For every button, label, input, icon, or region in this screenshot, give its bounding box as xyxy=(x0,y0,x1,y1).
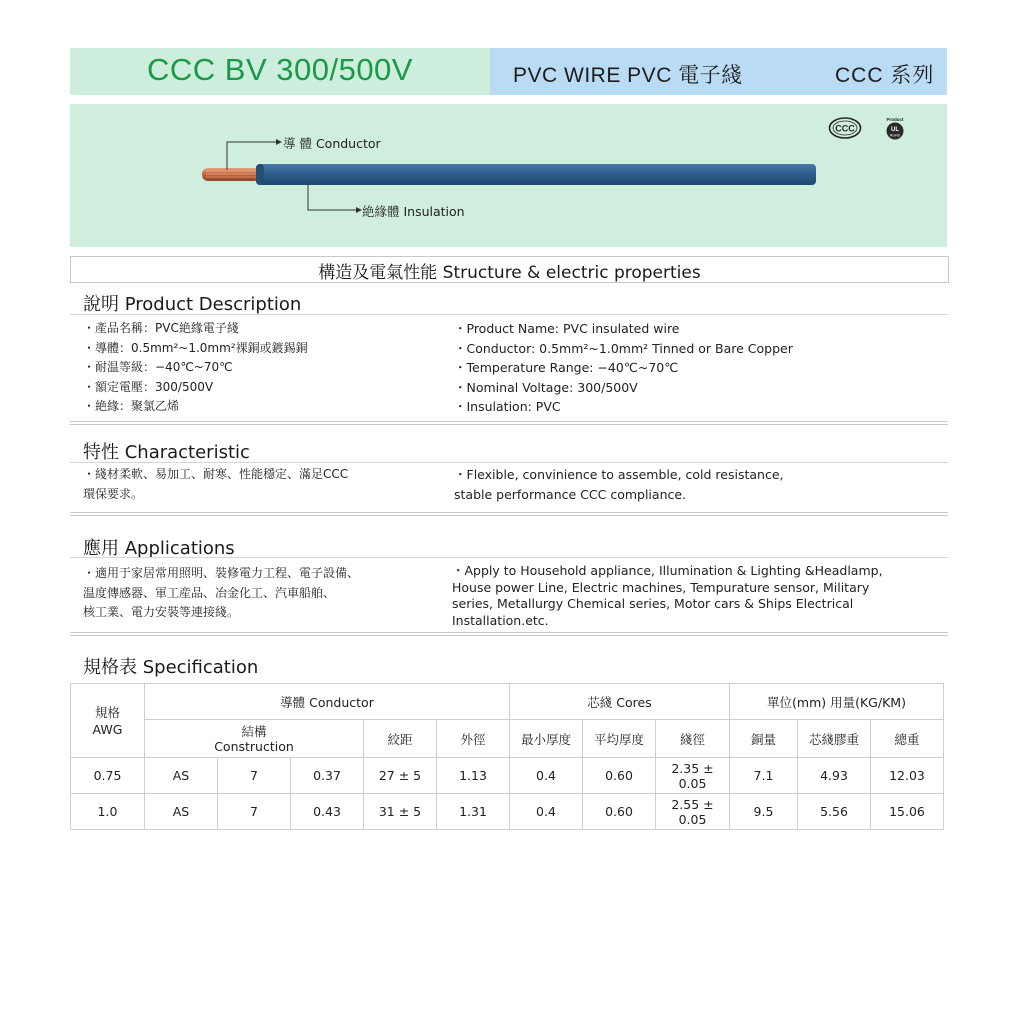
divider xyxy=(70,314,948,315)
table-cell: 0.4 xyxy=(510,758,583,794)
construction-header xyxy=(145,720,364,758)
avg-thickness-header: 平均厚度 xyxy=(583,720,656,758)
divider xyxy=(70,557,948,558)
series-label: CCC 系列 xyxy=(835,64,935,87)
table-row xyxy=(71,794,944,830)
table-cell: 0.60 xyxy=(583,758,656,794)
description-cn-list xyxy=(83,319,308,417)
table-cell: 0.43 xyxy=(291,794,364,830)
divider xyxy=(70,512,948,513)
table-cell: 2.55 ± 0.05 xyxy=(656,794,730,830)
description-en-item: ・Conductor: 0.5mm²~1.0mm² Tinned or Bare Copper xyxy=(454,340,793,356)
description-cn-item: ・額定電壓：300/500V xyxy=(83,379,214,394)
table-header-row xyxy=(71,684,944,720)
divider xyxy=(70,462,948,463)
description-en-list xyxy=(454,319,793,417)
cores-header: 芯綫 Cores xyxy=(510,684,730,720)
applications-cn xyxy=(83,564,359,623)
table-cell: 9.5 xyxy=(730,794,798,830)
divider xyxy=(70,515,948,516)
characteristic-cn xyxy=(83,465,348,504)
description-en-item: ・Insulation: PVC xyxy=(454,399,561,414)
core-diameter-header: 綫徑 xyxy=(656,720,730,758)
table-cell: 31 ± 5 xyxy=(364,794,437,830)
conductor-label: 導 體 Conductor xyxy=(283,136,381,151)
table-subheader-row xyxy=(71,720,944,758)
table-cell: 5.56 xyxy=(798,794,871,830)
specification-title: 規格表 Specification xyxy=(83,657,259,678)
characteristic-cn-line: 環保要求。 xyxy=(83,486,144,501)
lay-header: 絞距 xyxy=(364,720,437,758)
table-cell: 7 xyxy=(218,794,291,830)
divider xyxy=(70,635,948,636)
wire-illustration xyxy=(70,104,947,247)
structure-title: 構造及電氣性能 Structure & electric properties xyxy=(318,263,701,283)
product-title: CCC BV 300/500V xyxy=(147,52,413,87)
copper-weight-header: 銅量 xyxy=(730,720,798,758)
awg-header-en: AWG xyxy=(92,721,123,737)
characteristic-en-line: stable performance CCC compliance. xyxy=(454,486,687,502)
description-cn-item: ・耐温等級：−40℃~70℃ xyxy=(83,360,233,374)
applications-cn-line: ・適用于家居常用照明、裝修電力工程、電子設備、 xyxy=(83,566,360,580)
applications-en-line: House power Line, Electric machines, Tempurature sensor, Military xyxy=(452,579,870,595)
divider xyxy=(70,424,948,425)
table-cell: 12.03 xyxy=(871,758,944,794)
min-thickness-header: 最小厚度 xyxy=(510,720,583,758)
characteristic-en xyxy=(454,465,784,504)
applications-title: 應用 Applications xyxy=(83,538,235,559)
applications-en-line: ・Apply to Household appliance, Illumination & Lighting &Headlamp, xyxy=(452,563,883,578)
rohs-certification-icon xyxy=(884,116,908,140)
unit-header: 單位(mm) 用量(KG/KM) xyxy=(730,684,944,720)
total-weight-header: 總重 xyxy=(871,720,944,758)
svg-text:UL: UL xyxy=(891,127,899,133)
table-cell: AS xyxy=(145,794,218,830)
description-en-item: ・Temperature Range: −40℃~70℃ xyxy=(454,360,679,375)
construction-header-en: Construction xyxy=(214,738,294,754)
table-cell: 0.4 xyxy=(510,794,583,830)
insulated-wire xyxy=(256,164,816,185)
description-en-item: ・Nominal Voltage: 300/500V xyxy=(454,379,638,395)
description-en-item: ・Product Name: PVC insulated wire xyxy=(454,321,680,336)
applications-en xyxy=(452,563,883,629)
description-cn-item: ・產品名稱：PVC絶緣電子綫 xyxy=(83,321,239,335)
description-cn-item: ・絶緣：聚氯乙烯 xyxy=(83,399,180,413)
awg-header xyxy=(71,684,145,758)
table-cell: 1.0 xyxy=(71,794,145,830)
characteristic-title: 特性 Characteristic xyxy=(83,442,250,463)
od-header: 外徑 xyxy=(437,720,510,758)
insulation-label: 絶緣體 Insulation xyxy=(362,204,465,219)
svg-text:Product: Product xyxy=(886,117,904,122)
table-cell: 4.93 xyxy=(798,758,871,794)
product-subtitle: PVC WIRE PVC 電子綫 xyxy=(513,64,743,87)
ccc-certification-icon xyxy=(828,116,864,140)
table-cell: 7.1 xyxy=(730,758,798,794)
applications-cn-line: 核工業、電力安裝等連接綫。 xyxy=(83,605,240,619)
table-cell: 7 xyxy=(218,758,291,794)
table-cell: 15.06 xyxy=(871,794,944,830)
characteristic-en-line: ・Flexible, convinience to assemble, cold resistance, xyxy=(454,467,784,482)
characteristic-cn-line: ・綫材柔軟、易加工、耐寒、性能穩定、滿足CCC xyxy=(83,467,349,481)
applications-en-line: series, Metallurgy Chemical series, Motor cars & Ships Electrical xyxy=(452,596,854,611)
svg-text:CCC: CCC xyxy=(835,123,855,134)
svg-text:RoHS: RoHS xyxy=(889,133,901,138)
table-cell: 0.60 xyxy=(583,794,656,830)
table-cell: AS xyxy=(145,758,218,794)
applications-cn-line: 温度傳感器、軍工産品、冶金化工、汽車船舶、 xyxy=(83,585,336,600)
table-cell: 1.13 xyxy=(437,758,510,794)
core-pvc-weight-header: 芯綫膠重 xyxy=(798,720,871,758)
divider xyxy=(70,421,948,422)
table-cell: 1.31 xyxy=(437,794,510,830)
construction-header-cn: 結構 xyxy=(241,723,267,739)
divider xyxy=(70,632,948,633)
awg-header-cn: 規格 xyxy=(94,704,120,720)
specification-table xyxy=(70,683,944,830)
applications-en-line: Installation.etc. xyxy=(452,612,549,628)
copper-conductor xyxy=(202,168,260,181)
table-cell: 2.35 ± 0.05 xyxy=(656,758,730,794)
description-title: 說明 Product Description xyxy=(83,294,302,315)
table-cell: 0.75 xyxy=(71,758,145,794)
conductor-header: 導體 Conductor xyxy=(145,684,510,720)
table-row xyxy=(71,758,944,794)
table-cell: 0.37 xyxy=(291,758,364,794)
description-cn-item: ・導體：0.5mm²~1.0mm²裸銅或鍍錫銅 xyxy=(83,340,308,355)
table-cell: 27 ± 5 xyxy=(364,758,437,794)
